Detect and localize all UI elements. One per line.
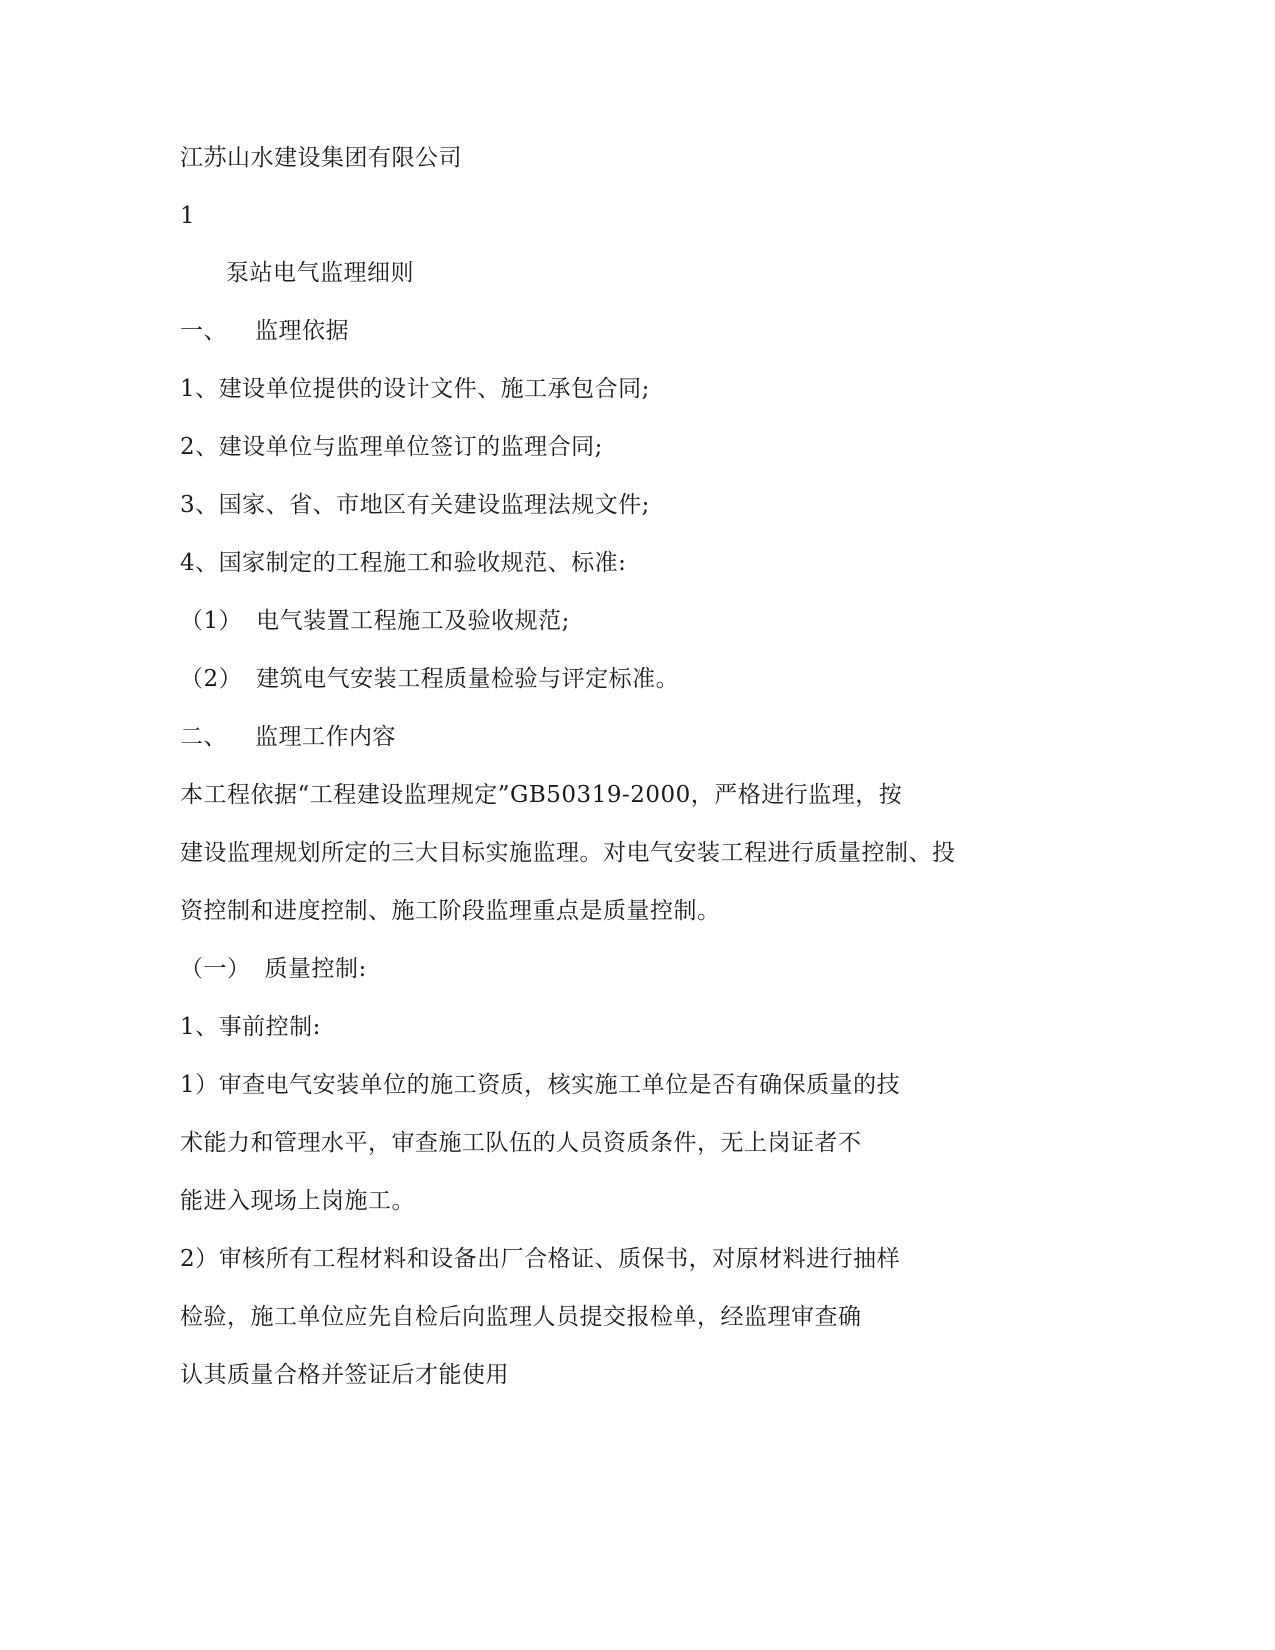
paragraph-line: 术能力和管理水平，审查施工队伍的人员资质条件，无上岗证者不 [180,1130,862,1156]
list-item: 4、国家制定的工程施工和验收规范、标准: [180,550,627,576]
paragraph-line: 建设监理规划所定的三大目标实施监理。对电气安装工程进行质量控制、投 [180,840,956,866]
document-title: 泵站电气监理细则 [226,260,414,286]
pre-control-heading: 1、事前控制: [180,1014,321,1040]
paragraph-line: 资控制和进度控制、施工阶段监理重点是质量控制。 [180,898,721,924]
company-name: 江苏山水建设集团有限公司 [180,145,462,171]
section-marker: 二、 [180,724,227,750]
paragraph-line: 本工程依据“工程建设监理规定”GB50319-2000，严格进行监理，按 [180,782,903,808]
sub-list-item [180,606,570,636]
paragraph-line: 2）审核所有工程材料和设备出厂合格证、质保书，对原材料进行抽样 [180,1246,901,1272]
section-title: 监理依据 [255,318,349,344]
sub-item-marker: （2） [180,666,243,692]
sub-item-text: 电气装置工程施工及验收规范; [256,608,570,634]
paragraph-line: 认其质量合格并签证后才能使用 [180,1362,509,1388]
list-item: 2、建设单位与监理单位签订的监理合同; [180,434,603,460]
list-item: 3、国家、省、市地区有关建设监理法规文件; [180,492,650,518]
paragraph-line: 能进入现场上岗施工。 [180,1188,415,1214]
sub-item-marker: （1） [180,608,243,634]
sub-list-item [180,664,679,694]
section-heading-1 [180,316,349,346]
page-number: 1 [180,203,196,229]
sub-item-text: 建筑电气安装工程质量检验与评定标准。 [256,666,680,692]
paragraph-line: 1）审查电气安装单位的施工资质，核实施工单位是否有确保质量的技 [180,1072,901,1098]
list-item: 1、建设单位提供的设计文件、施工承包合同; [180,376,650,402]
subsection-title: 质量控制: [264,956,367,982]
section-marker: 一、 [180,318,227,344]
section-title: 监理工作内容 [255,724,396,750]
subsection-marker: （一） [180,956,251,982]
paragraph-line: 检验，施工单位应先自检后向监理人员提交报检单，经监理审查确 [180,1304,862,1330]
subsection-heading [180,954,367,984]
section-heading-2 [180,722,396,752]
